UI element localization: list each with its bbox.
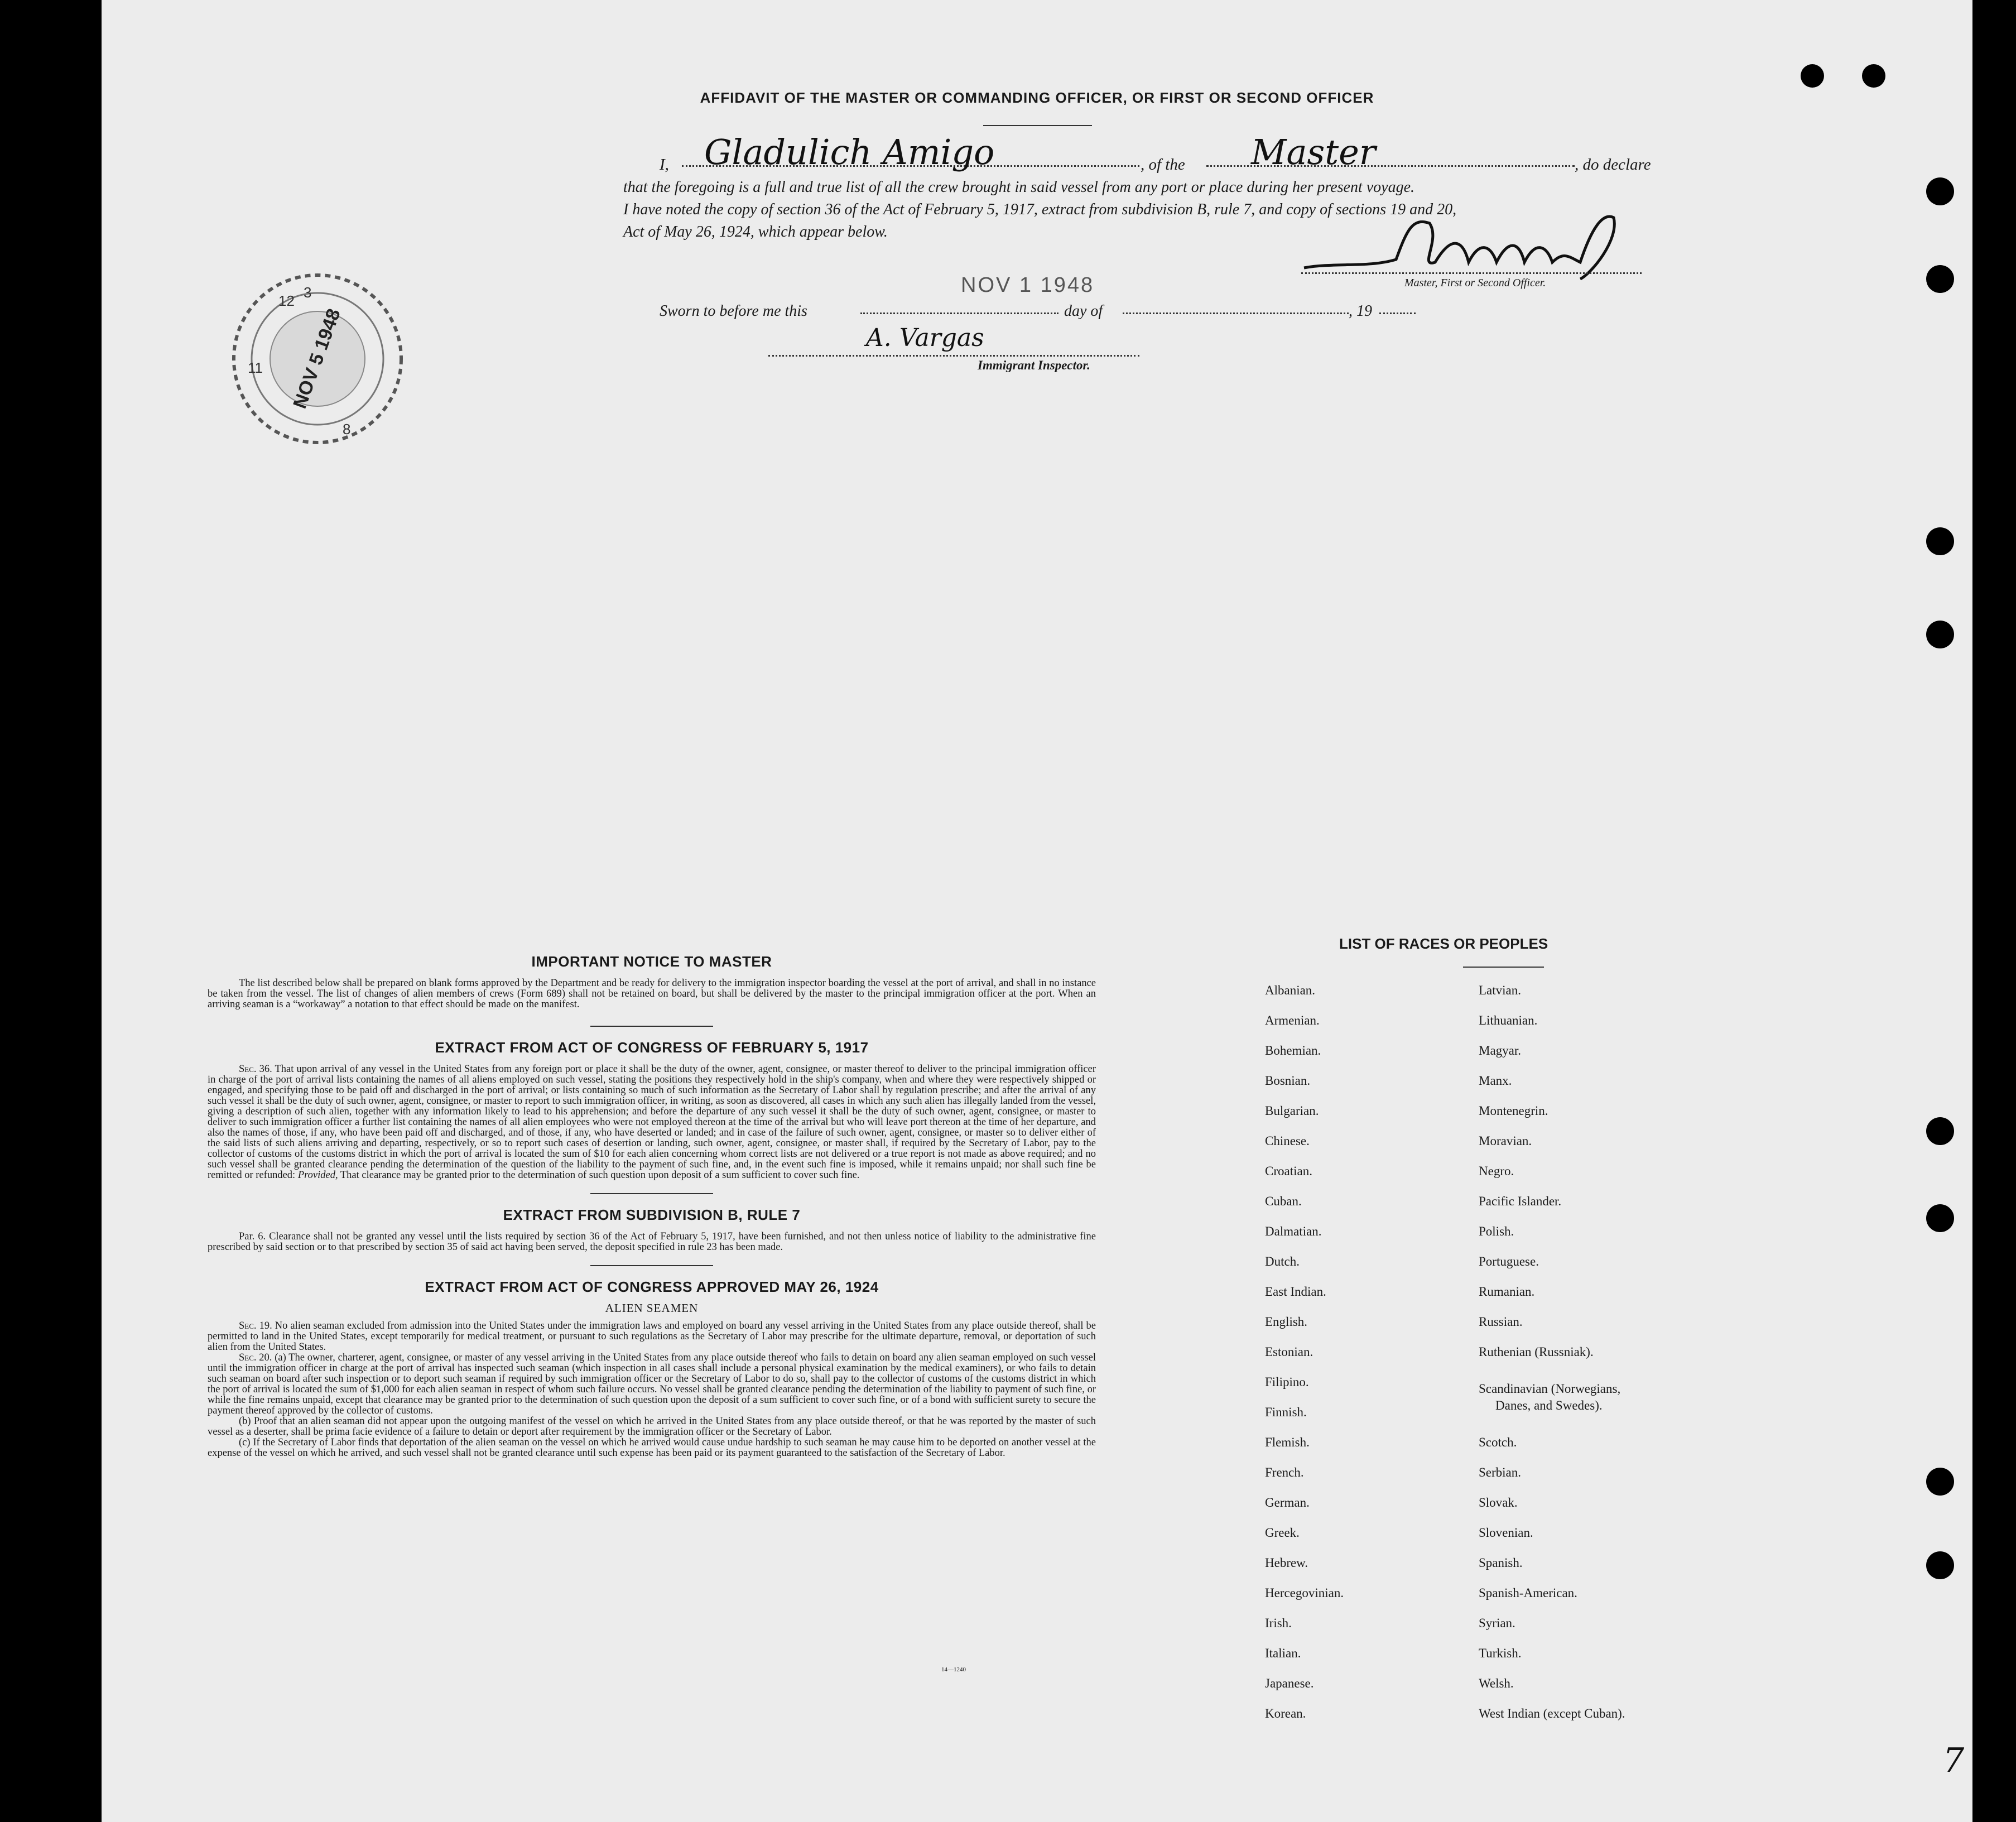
race-item: Portuguese.: [1479, 1254, 1539, 1268]
name-handwritten: Gladulich Amigo: [704, 132, 995, 172]
stamp-date: NOV 5 1948: [289, 306, 345, 412]
punch-hole: [1926, 1117, 1954, 1145]
race-item: Rumanian.: [1479, 1285, 1535, 1299]
inspector-line: [768, 355, 1139, 357]
do-declare-label: , do declare: [1575, 156, 1651, 174]
race-item: East Indian.: [1265, 1285, 1326, 1299]
punch-hole: [1926, 177, 1954, 205]
sworn-month-blank: [1123, 313, 1349, 314]
title-divider: [983, 125, 1092, 126]
punch-hole: [1801, 64, 1824, 88]
punch-hole: [1926, 621, 1954, 648]
race-item: Latvian.: [1479, 983, 1521, 997]
extract-rule7-title: EXTRACT FROM SUBDIVISION B, RULE 7: [503, 1206, 801, 1223]
races-title: LIST OF RACES OR PEOPLES: [1339, 935, 1548, 952]
race-item: Manx.: [1479, 1074, 1512, 1088]
race-item: Slovak.: [1479, 1496, 1518, 1509]
sec20-paragraph: [208, 1353, 1096, 1416]
affidavit-title: AFFIDAVIT OF THE MASTER OR COMMANDING OFFICER, OR FIRST OR SECOND OFFICER: [700, 89, 1374, 106]
document-page: [102, 0, 1972, 1822]
race-item: Pacific Islander.: [1479, 1194, 1562, 1208]
sworn-label: Sworn to before me this: [660, 302, 807, 320]
stamp-number: 3: [304, 284, 312, 301]
sec20-text: (a) The owner, charterer, agent, consignee, or master of any vessel arriving in the United States from any place outside thereof who fails to detain on board any alien seaman employed on such vessel until the immigration officer in charge at the port of arrival has inspected such seaman (which inspection in all cases shall include a personal physical examination by the medical examiners), or who fails to detain such seaman on board after such inspection or to deport such seaman if required by such immigration officer or the Secretary of Labor to do so, shall pay to the collector of customs of the customs district in which the port of arrival is located the sum of $1,000 for each alien seaman in respect of whom such failure occurs. No vessel shall be granted clearance pending the determination of the liability to payment of such fine, or while the fine remains unpaid, except that clearance may be granted prior to the determination of such question upon the deposit of a sum sufficient to cover such fine, or of a bond with sufficient surety to secure the payment thereof approved by the collector of customs.: [208, 1352, 1096, 1416]
inspector-signature: A. Vargas: [866, 324, 984, 352]
race-item: Irish.: [1265, 1616, 1292, 1630]
declaration-line-3: I have noted the copy of section 36 of the Act of February 5, 1917, extract from subdivision B, rule 7, and copy of sections 19 and 20,: [623, 201, 1457, 218]
race-item: Ruthenian (Russniak).: [1479, 1345, 1594, 1359]
race-item: Syrian.: [1479, 1616, 1515, 1630]
race-item: Spanish-American.: [1479, 1586, 1577, 1600]
punch-hole: [1926, 1551, 1954, 1579]
alien-seamen-heading: ALIEN SEAMEN: [605, 1301, 699, 1315]
race-item: Lithuanian.: [1479, 1013, 1538, 1027]
extract-1917-title: EXTRACT FROM ACT OF CONGRESS OF FEBRUARY 5, 1917: [435, 1039, 869, 1056]
sec19-text: No alien seaman excluded from admission into the United States under the immigration laws and employed on board any vessel arriving in the United States from any place outside thereof, shall be permitted to land in the United States, except temporarily for medical treatment, or pursuant to such regulations as the Secretary of Labor may prescribe for the ultimate departure, removal, or deportation of such alien from the United States.: [208, 1320, 1096, 1353]
immigration-stamp: [225, 267, 410, 451]
notice-body: The list described below shall be prepared on blank forms approved by the Department and be ready for delivery to the immigration inspector boarding the vessel at the port of arrival, and shall in no instance be taken from the vessel. The list of changes of alien members of crews (Form 689) shall not be retained on board, but shall be delivered by the master to the principal immigration officer at the port. When an arriving seaman is a “workaway” a notation to that effect should be made on the manifest.: [208, 978, 1096, 1010]
inspector-caption: Immigrant Inspector.: [978, 358, 1090, 372]
of-the-label: , of the: [1141, 156, 1185, 174]
sec36-label: Sec. 36.: [239, 1064, 272, 1075]
race-item: Magyar.: [1479, 1044, 1522, 1057]
race-item: Croatian.: [1265, 1164, 1312, 1178]
race-item: Cuban.: [1265, 1194, 1302, 1208]
race-item: Scotch.: [1479, 1435, 1517, 1449]
race-item: Japanese.: [1265, 1676, 1314, 1690]
race-item: Chinese.: [1265, 1134, 1310, 1148]
sec20-b-paragraph: (b) Proof that an alien seaman did not appear upon the outgoing manifest of the vessel on which he arrived in the United States from any place outside thereof, or that he was reported by the master of such vessel as a deserter, shall be prima facie evidence of a failure to detain or deport after requirement by the immigration officer or the Secretary of Labor.: [208, 1416, 1096, 1438]
form-number: 14—1240: [941, 1666, 966, 1673]
race-item: Welsh.: [1479, 1676, 1514, 1690]
stamp-number: 11: [248, 359, 263, 376]
punch-hole: [1926, 1468, 1954, 1496]
sec36-provided: Provided,: [297, 1170, 338, 1181]
race-item: Filipino.: [1265, 1375, 1309, 1389]
section-divider: [590, 1265, 713, 1266]
year-blank: [1379, 313, 1416, 314]
punch-hole: [1926, 1204, 1954, 1232]
race-item: Negro.: [1479, 1164, 1514, 1178]
race-item: Armenian.: [1265, 1013, 1320, 1027]
sec19-paragraph: [208, 1321, 1096, 1353]
races-title-divider: [1463, 967, 1544, 968]
signature-caption: Master, First or Second Officer.: [1404, 277, 1546, 289]
day-of-label: day of: [1064, 302, 1103, 320]
race-item: Serbian.: [1479, 1465, 1522, 1479]
race-item: German.: [1265, 1496, 1310, 1509]
race-item: Korean.: [1265, 1706, 1306, 1720]
race-item: Hercegovinian.: [1265, 1586, 1344, 1600]
race-item: Greek.: [1265, 1526, 1300, 1540]
race-item: Estonian.: [1265, 1345, 1313, 1359]
race-item: Danes, and Swedes).: [1495, 1398, 1603, 1412]
race-item: Bulgarian.: [1265, 1104, 1319, 1118]
stamp-number: 12: [278, 292, 295, 309]
race-item: Albanian.: [1265, 983, 1316, 997]
par6-paragraph: Par. 6. Clearance shall not be granted any vessel until the lists required by section 36 of the Act of February 5, 1917, have been furnished, and not then unless notice of liability to the administrative fine prescribed by said section or to that prescribed by section 35 of said act having been served, the deposit specified in rule 23 has been made.: [208, 1231, 1096, 1253]
sec20-c-paragraph: (c) If the Secretary of Labor finds that deportation of the alien seaman on the vessel on which he arrived would cause undue hardship to such seaman he may cause him to be deported on another vessel at the expense of the vessel on which he arrived, and such vessel shall not be granted clearance until such expense has been paid or its payment guaranteed to the satisfaction of the Secretary of Labor.: [208, 1437, 1096, 1459]
race-item: Dalmatian.: [1265, 1224, 1322, 1238]
declaration-line-2: that the foregoing is a full and true list of all the crew brought in said vessel from any port or place during her present voyage.: [623, 179, 1415, 196]
race-item: Bosnian.: [1265, 1074, 1311, 1088]
sec36-tail: That clearance may be granted prior to the determination of such question upon deposit of a sum sufficient to cover such fine.: [340, 1170, 860, 1181]
sec19-label: Sec. 19.: [239, 1320, 272, 1331]
notice-title: IMPORTANT NOTICE TO MASTER: [531, 953, 772, 970]
section-divider: [590, 1193, 713, 1194]
i-label: I,: [660, 156, 669, 174]
signature-line: [1301, 272, 1642, 274]
sec20-label: Sec. 20.: [239, 1352, 272, 1363]
sworn-date-stamp: NOV 1 1948: [961, 273, 1095, 297]
race-item: French.: [1265, 1465, 1304, 1479]
race-item: Flemish.: [1265, 1435, 1310, 1449]
punch-hole: [1926, 527, 1954, 555]
race-item: Finnish.: [1265, 1405, 1307, 1419]
race-item: Dutch.: [1265, 1254, 1300, 1268]
race-item: Bohemian.: [1265, 1044, 1321, 1057]
sec36-text: That upon arrival of any vessel in the United States from any foreign port or place it shall be the duty of the owner, agent, consignee, or master thereof to deliver to the principal immigration officer in charge of the port of arrival lists containing the names of all aliens employed on such vessel, stating the positions they respectively hold in the ship's company, when and where they were respectively shipped or engaged, and specifying those to be paid off and discharged in the port of arrival; or lists containing so much of such information as the Secretary of Labor shall by regulation prescribe; and after the arrival of any such vessel it shall be the duty of such owner, agent, consignee, or master to report to such immigration officer, in writing, as soon as discovered, all cases in which any such alien has illegally landed from the vessel, giving a description of such alien, together with any information likely to lead to his apprehension; and before the departure of any such vessel it shall be the duty of such owner, agent, consignee, or master to deliver to such immigration officer a further list containing the names of all alien employees who were not employed thereon at the time of the arrival but who will leave port thereon at the time of her departure, and also the names of those, if any, who have been paid off and discharged, and of those, if any, who have deserted or landed; and in case of the failure of such owner, agent, consignee, or master so to deliver either of the said lists of such aliens arriving and departing, respectively, or so to report such cases of desertion or landing, such owner, agent, consignee, or master shall, if required by the Secretary of Labor, pay to the collector of customs of the customs district in which the port of arrival is located the sum of $10 for each alien concerning whom correct lists are not delivered or a true report is not made as above required; and no such vessel shall be granted clearance pending the determination of the question of the liability to the payment of such fine, and, in the event such fine is imposed, while it remains unpaid; nor shall such fine be remitted or refunded:: [208, 1064, 1096, 1181]
declaration-line-4: Act of May 26, 1924, which appear below.: [623, 223, 888, 241]
race-item: Russian.: [1479, 1315, 1523, 1329]
rank-handwritten: Master: [1251, 132, 1376, 172]
sec36-paragraph: [208, 1064, 1096, 1181]
sworn-day-blank: [860, 313, 1058, 314]
race-item: West Indian (except Cuban).: [1479, 1706, 1625, 1720]
race-item: Hebrew.: [1265, 1556, 1308, 1570]
race-item: Polish.: [1479, 1224, 1514, 1238]
race-item: Italian.: [1265, 1646, 1301, 1660]
race-item: Slovenian.: [1479, 1526, 1533, 1540]
race-item: English.: [1265, 1315, 1308, 1329]
important-notice-section: [208, 953, 1096, 1459]
section-divider: [590, 1026, 713, 1027]
race-item: Montenegrin.: [1479, 1104, 1548, 1118]
race-item: Scandinavian (Norwegians,: [1479, 1382, 1621, 1396]
margin-mark: 7: [1943, 1741, 1965, 1780]
race-item: Turkish.: [1479, 1646, 1522, 1660]
year-label: , 19: [1349, 302, 1372, 320]
extract-1924-title: EXTRACT FROM ACT OF CONGRESS APPROVED MAY 26, 1924: [425, 1278, 879, 1295]
stamp-number: 8: [343, 421, 351, 438]
race-item: Moravian.: [1479, 1134, 1532, 1148]
race-item: Spanish.: [1479, 1556, 1523, 1570]
punch-hole: [1926, 265, 1954, 293]
punch-hole: [1862, 64, 1885, 88]
